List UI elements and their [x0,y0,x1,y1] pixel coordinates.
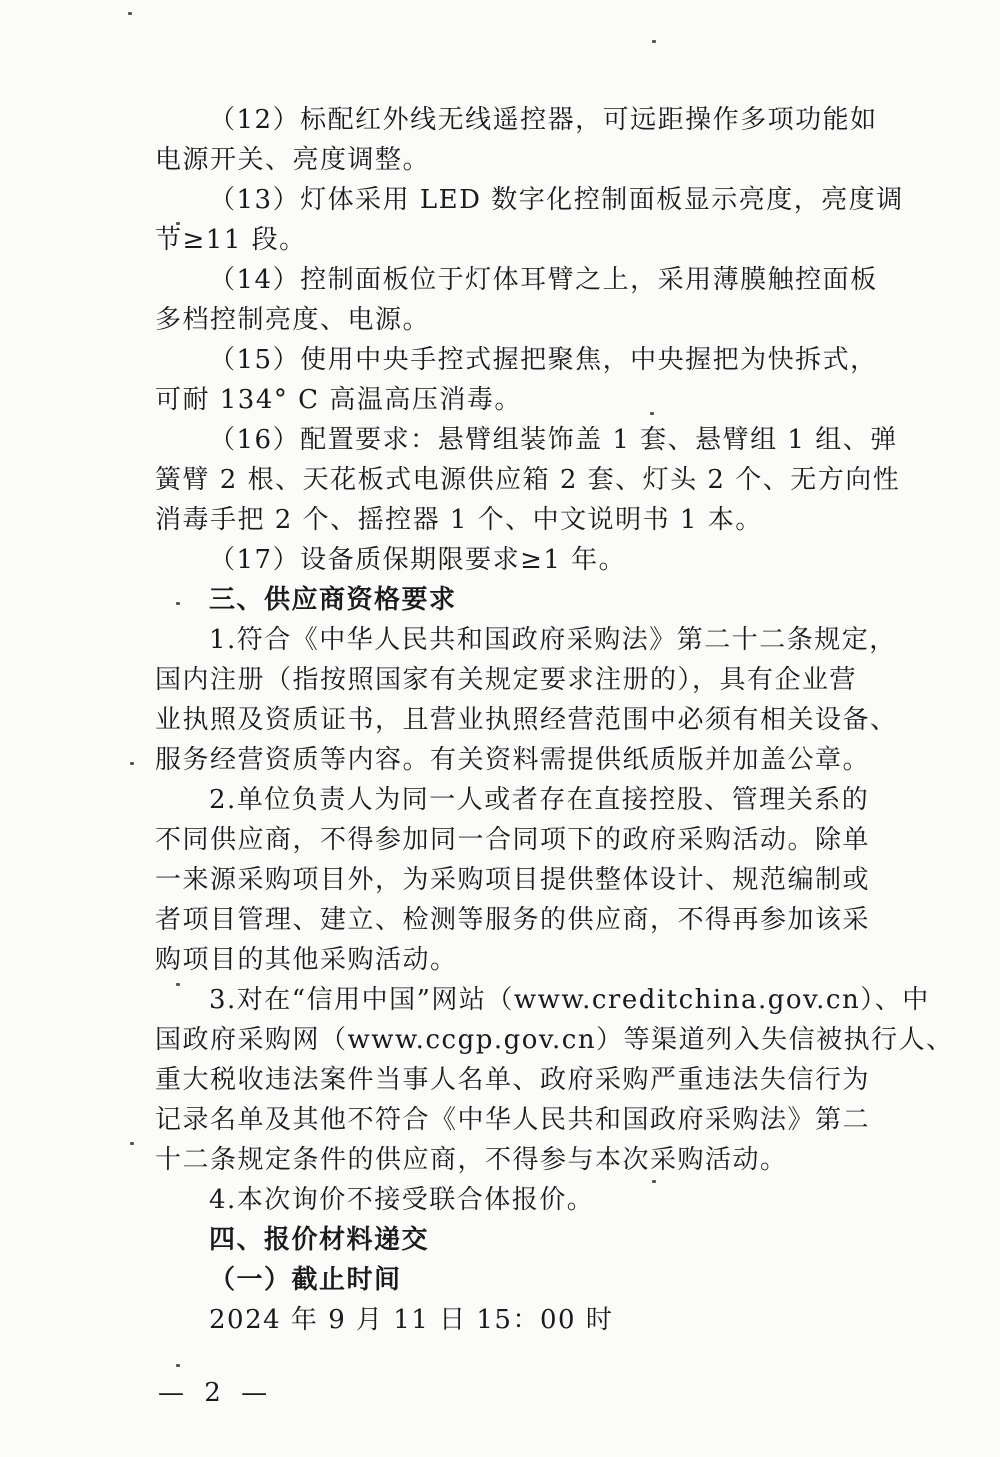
paragraph-line: （17）设备质保期限要求≥1 年。 [209,545,627,575]
paragraph-line: 国政府采购网（www.ccgp.gov.cn）等渠道列入失信被执行人、 [155,1025,954,1055]
paragraph-line: （13）灯体采用 LED 数字化控制面板显示亮度，亮度调 [209,185,904,215]
paragraph-line: 国内注册（指按照国家有关规定要求注册的），具有企业营 [155,665,858,695]
scan-speck [130,762,134,765]
scan-speck [650,412,654,415]
scan-speck [176,602,180,605]
scan-speck [128,12,132,15]
paragraph-line: （14）控制面板位于灯体耳臂之上，采用薄膜触控面板 [209,265,878,295]
paragraph-line: 2.单位负责人为同一人或者存在直接控股、管理关系的 [209,785,870,815]
paragraph-line: 多档控制亮度、电源。 [155,305,431,335]
scan-speck [652,1180,656,1183]
section-heading: 四、报价材料递交 [209,1225,430,1255]
paragraph-line: 者项目管理、建立、检测等服务的供应商，不得再参加该采 [155,905,871,935]
paragraph-line: 可耐 134° C 高温高压消毒。 [155,385,522,415]
paragraph-line: 3.对在“信用中国”网站（www.creditchina.gov.cn）、中 [209,985,930,1015]
scan-speck [652,40,656,43]
section-heading: （一）截止时间 [209,1265,402,1295]
page-number: — 2 — [158,1378,274,1408]
paragraph-line: 消毒手把 2 个、摇控器 1 个、中文说明书 1 本。 [155,505,763,535]
section-heading: 三、供应商资格要求 [209,585,457,615]
paragraph-line: 簧臂 2 根、天花板式电源供应箱 2 套、灯头 2 个、无方向性 [155,465,901,495]
scan-speck [176,222,180,225]
document-body [155,100,954,1340]
paragraph-line: 一来源采购项目外，为采购项目提供整体设计、规范编制或 [155,865,871,895]
paragraph-line: （15）使用中央手控式握把聚焦，中央握把为快拆式， [209,345,878,375]
paragraph-line: 2024 年 9 月 11 日 15：00 时 [209,1305,614,1335]
paragraph-line: 购项目的其他采购活动。 [155,945,458,975]
paragraph-line: 业执照及资质证书，且营业执照经营范围中必须有相关设备、 [155,705,898,735]
scan-speck [130,1142,134,1145]
paragraph-line: 1.符合《中华人民共和国政府采购法》第二十二条规定， [209,625,897,655]
paragraph-line: 不同供应商，不得参加同一合同项下的政府采购活动。除单 [155,825,871,855]
paragraph-line: 重大税收违法案件当事人名单、政府采购严重违法失信行为 [155,1065,871,1095]
paragraph-line: 4.本次询价不接受联合体报价。 [209,1185,595,1215]
paragraph-line: （12）标配红外线无线遥控器，可远距操作多项功能如 [209,105,878,135]
paragraph-line: （16）配置要求：悬臂组装饰盖 1 套、悬臂组 1 组、弹 [209,425,898,455]
scan-speck [176,983,180,986]
paragraph-line: 服务经营资质等内容。有关资料需提供纸质版并加盖公章。 [155,745,871,775]
scan-speck [176,1364,180,1367]
paragraph-line: 电源开关、亮度调整。 [155,145,431,175]
paragraph-line: 十二条规定条件的供应商，不得参与本次采购活动。 [155,1145,788,1175]
paragraph-line: 节≥11 段。 [155,225,307,255]
paragraph-line: 记录名单及其他不符合《中华人民共和国政府采购法》第二 [155,1105,871,1135]
